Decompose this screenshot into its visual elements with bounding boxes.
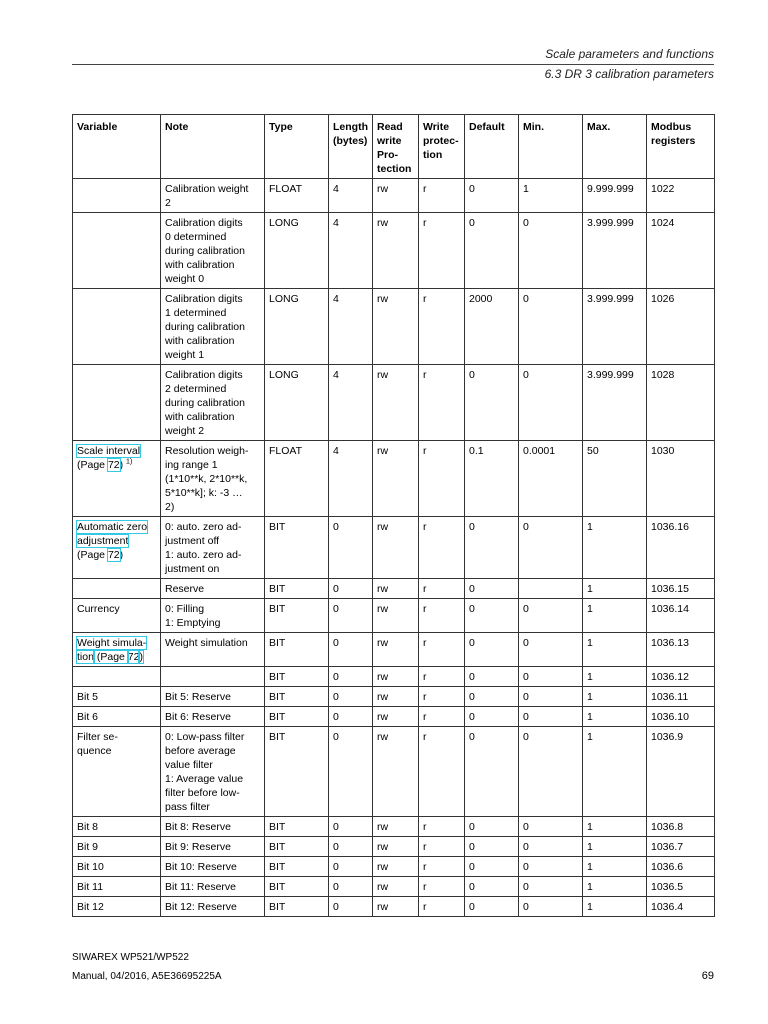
automatic-zero-link[interactable]: Automatic zero [77, 521, 148, 533]
cell-min: 0 [519, 633, 583, 667]
cell-read-write: rw [373, 365, 419, 441]
cell-modbus: 1036.6 [647, 857, 715, 877]
cell-write-protection: r [419, 213, 465, 289]
cell-modbus: 1036.10 [647, 707, 715, 727]
cell-max: 1 [583, 707, 647, 727]
cell-type: BIT [265, 667, 329, 687]
table-row [73, 599, 715, 633]
cell-modbus: 1036.7 [647, 837, 715, 857]
cell-variable [73, 633, 161, 667]
cell-length: 4 [329, 213, 373, 289]
table-row [73, 857, 715, 877]
cell-min [519, 579, 583, 599]
cell-length: 0 [329, 707, 373, 727]
cell-max: 1 [583, 877, 647, 897]
cell-min: 0 [519, 857, 583, 877]
cell-min: 0 [519, 707, 583, 727]
cell-min: 0 [519, 517, 583, 579]
col-header-variable: Variable [73, 115, 161, 179]
cell-min: 0 [519, 897, 583, 917]
footer-manual: Manual, 04/2016, A5E36695225A [72, 971, 222, 982]
table-row [73, 289, 715, 365]
cell-length: 4 [329, 289, 373, 365]
cell-length: 4 [329, 365, 373, 441]
table-row [73, 817, 715, 837]
cell-max: 1 [583, 667, 647, 687]
cell-max: 50 [583, 441, 647, 517]
cell-type: BIT [265, 857, 329, 877]
table-row [73, 441, 715, 517]
cell-note: 0: Filling 1: Emptying [161, 599, 265, 633]
cell-max: 1 [583, 517, 647, 579]
cell-modbus: 1036.8 [647, 817, 715, 837]
cell-min: 0 [519, 727, 583, 817]
cell-read-write: rw [373, 897, 419, 917]
table-row [73, 837, 715, 857]
cell-length: 0 [329, 599, 373, 633]
cell-modbus: 1036.13 [647, 633, 715, 667]
cell-type: BIT [265, 599, 329, 633]
table-row [73, 707, 715, 727]
cell-write-protection: r [419, 877, 465, 897]
cell-variable: Bit 11 [73, 877, 161, 897]
cell-default: 0 [465, 687, 519, 707]
col-header-max: Max. [583, 115, 647, 179]
cell-read-write: rw [373, 877, 419, 897]
cell-read-write: rw [373, 817, 419, 837]
cell-default: 0 [465, 727, 519, 817]
cell-read-write: rw [373, 179, 419, 213]
cell-note: Bit 12: Reserve [161, 897, 265, 917]
cell-variable: Bit 12 [73, 897, 161, 917]
cell-write-protection: r [419, 365, 465, 441]
cell-max: 3.999.999 [583, 289, 647, 365]
cell-variable: Bit 5 [73, 687, 161, 707]
cell-type: LONG [265, 365, 329, 441]
cell-read-write: rw [373, 517, 419, 579]
cell-read-write: rw [373, 599, 419, 633]
cell-write-protection: r [419, 727, 465, 817]
cell-note: Calibration digits 2 determined during calibration with calibration weight 2 [161, 365, 265, 441]
cell-default: 0 [465, 213, 519, 289]
cell-variable [73, 441, 161, 517]
cell-min: 0 [519, 667, 583, 687]
cell-length: 0 [329, 517, 373, 579]
cell-modbus: 1036.4 [647, 897, 715, 917]
cell-variable [73, 667, 161, 687]
cell-default: 0 [465, 365, 519, 441]
cell-type: LONG [265, 289, 329, 365]
col-header-write-protection: Write protec- tion [419, 115, 465, 179]
page-72-link[interactable]: (Page [93, 651, 128, 663]
cell-write-protection: r [419, 517, 465, 579]
cell-min: 0.0001 [519, 441, 583, 517]
table-row [73, 667, 715, 687]
cell-read-write: rw [373, 213, 419, 289]
cell-length: 0 [329, 727, 373, 817]
cell-note: Bit 9: Reserve [161, 837, 265, 857]
page-72-link-close[interactable]: ) [139, 651, 143, 663]
table-row [73, 213, 715, 289]
cell-max: 1 [583, 837, 647, 857]
cell-default: 0 [465, 599, 519, 633]
chapter-title: Scale parameters and functions [545, 47, 714, 61]
cell-default: 0 [465, 817, 519, 837]
table-row [73, 517, 715, 579]
table-row [73, 727, 715, 817]
cell-read-write: rw [373, 579, 419, 599]
cell-type: LONG [265, 213, 329, 289]
cell-write-protection: r [419, 441, 465, 517]
cell-min: 1 [519, 179, 583, 213]
table-header-row [73, 115, 715, 179]
table-row [73, 687, 715, 707]
cell-variable [73, 289, 161, 365]
cell-write-protection: r [419, 179, 465, 213]
cell-note: Reserve [161, 579, 265, 599]
cell-max: 3.999.999 [583, 365, 647, 441]
cell-default: 0 [465, 517, 519, 579]
cell-variable: Bit 8 [73, 817, 161, 837]
cell-length: 0 [329, 817, 373, 837]
cell-max: 1 [583, 579, 647, 599]
col-header-note: Note [161, 115, 265, 179]
cell-min: 0 [519, 599, 583, 633]
col-header-type: Type [265, 115, 329, 179]
cell-variable [73, 517, 161, 579]
cell-read-write: rw [373, 837, 419, 857]
scale-interval-link[interactable]: Scale interval [77, 445, 141, 457]
weight-simulation-link-cont[interactable]: tion [77, 651, 94, 663]
section-title: 6.3 DR 3 calibration parameters [544, 67, 714, 81]
cell-default: 0 [465, 667, 519, 687]
cell-read-write: rw [373, 441, 419, 517]
table-body [73, 179, 715, 917]
table-row [73, 897, 715, 917]
page-72-link[interactable]: 72 [107, 549, 120, 561]
page-ref-prefix: (Page [77, 549, 108, 561]
col-header-default: Default [465, 115, 519, 179]
cell-length: 0 [329, 857, 373, 877]
cell-modbus: 1036.9 [647, 727, 715, 817]
cell-type: BIT [265, 707, 329, 727]
cell-default: 0 [465, 897, 519, 917]
col-header-modbus: Modbus registers [647, 115, 715, 179]
page-72-link[interactable]: 72 [107, 459, 120, 471]
weight-simulation-link[interactable]: Weight simula- [77, 637, 147, 649]
cell-modbus: 1030 [647, 441, 715, 517]
cell-type: FLOAT [265, 441, 329, 517]
page-72-link-num[interactable]: 72 [127, 651, 140, 663]
cell-variable [73, 579, 161, 599]
cell-length: 4 [329, 179, 373, 213]
cell-modbus: 1036.5 [647, 877, 715, 897]
table-row [73, 365, 715, 441]
cell-note: 0: auto. zero ad- justment off 1: auto. zero ad- justment on [161, 517, 265, 579]
cell-type: FLOAT [265, 179, 329, 213]
cell-note: Bit 8: Reserve [161, 817, 265, 837]
cell-default: 0 [465, 579, 519, 599]
cell-max: 1 [583, 633, 647, 667]
cell-default: 0 [465, 837, 519, 857]
cell-write-protection: r [419, 687, 465, 707]
cell-write-protection: r [419, 579, 465, 599]
cell-max: 1 [583, 817, 647, 837]
cell-note: Bit 5: Reserve [161, 687, 265, 707]
page-ref-suffix: ) [119, 459, 124, 471]
cell-note [161, 667, 265, 687]
cell-read-write: rw [373, 633, 419, 667]
cell-modbus: 1036.15 [647, 579, 715, 599]
cell-length: 0 [329, 877, 373, 897]
cell-min: 0 [519, 213, 583, 289]
cell-default: 0 [465, 633, 519, 667]
cell-modbus: 1036.16 [647, 517, 715, 579]
cell-modbus: 1036.11 [647, 687, 715, 707]
cell-min: 0 [519, 877, 583, 897]
cell-default: 0 [465, 707, 519, 727]
cell-write-protection: r [419, 837, 465, 857]
cell-write-protection: r [419, 707, 465, 727]
header-rule [72, 64, 714, 65]
cell-note: Calibration weight 2 [161, 179, 265, 213]
cell-read-write: rw [373, 857, 419, 877]
footnote-ref: 1) [126, 458, 133, 466]
cell-variable [73, 213, 161, 289]
cell-write-protection: r [419, 897, 465, 917]
cell-type: BIT [265, 633, 329, 667]
cell-max: 1 [583, 857, 647, 877]
cell-default: 2000 [465, 289, 519, 365]
page-number: 69 [701, 970, 714, 982]
table-row [73, 633, 715, 667]
cell-variable [73, 179, 161, 213]
cell-note: Bit 10: Reserve [161, 857, 265, 877]
cell-variable [73, 365, 161, 441]
cell-write-protection: r [419, 289, 465, 365]
cell-min: 0 [519, 365, 583, 441]
calibration-parameters-table [72, 114, 715, 917]
cell-type: BIT [265, 817, 329, 837]
cell-type: BIT [265, 837, 329, 857]
cell-write-protection: r [419, 817, 465, 837]
cell-length: 0 [329, 633, 373, 667]
cell-default: 0 [465, 877, 519, 897]
cell-max: 1 [583, 687, 647, 707]
cell-max: 1 [583, 897, 647, 917]
cell-length: 0 [329, 687, 373, 707]
table-row [73, 579, 715, 599]
cell-type: BIT [265, 687, 329, 707]
cell-note: Calibration digits 1 determined during calibration with calibration weight 1 [161, 289, 265, 365]
cell-read-write: rw [373, 667, 419, 687]
cell-default: 0 [465, 179, 519, 213]
footer-product: SIWAREX WP521/WP522 [72, 952, 189, 963]
cell-type: BIT [265, 877, 329, 897]
cell-default: 0 [465, 857, 519, 877]
cell-length: 0 [329, 667, 373, 687]
table-row [73, 877, 715, 897]
cell-type: BIT [265, 897, 329, 917]
cell-note: Bit 6: Reserve [161, 707, 265, 727]
cell-modbus: 1024 [647, 213, 715, 289]
cell-modbus: 1022 [647, 179, 715, 213]
cell-read-write: rw [373, 687, 419, 707]
cell-modbus: 1026 [647, 289, 715, 365]
cell-min: 0 [519, 687, 583, 707]
col-header-read-write: Read write Pro- tection [373, 115, 419, 179]
cell-min: 0 [519, 289, 583, 365]
page-ref-suffix: ) [119, 549, 124, 561]
cell-variable: Bit 6 [73, 707, 161, 727]
cell-note: Resolution weigh- ing range 1 (1*10**k, 2*10**k, 5*10**k]; k: -3 … 2) [161, 441, 265, 517]
cell-length: 0 [329, 837, 373, 857]
cell-variable: Filter se- quence [73, 727, 161, 817]
cell-read-write: rw [373, 289, 419, 365]
cell-read-write: rw [373, 727, 419, 817]
adjustment-link[interactable]: adjustment [77, 535, 129, 547]
cell-note: Calibration digits 0 determined during calibration with calibration weight 0 [161, 213, 265, 289]
cell-length: 4 [329, 441, 373, 517]
cell-max: 1 [583, 599, 647, 633]
cell-type: BIT [265, 579, 329, 599]
cell-max: 9.999.999 [583, 179, 647, 213]
col-header-min: Min. [519, 115, 583, 179]
cell-type: BIT [265, 517, 329, 579]
cell-write-protection: r [419, 667, 465, 687]
page-ref-prefix: (Page [77, 459, 108, 471]
cell-note: Bit 11: Reserve [161, 877, 265, 897]
cell-modbus: 1036.12 [647, 667, 715, 687]
cell-max: 3.999.999 [583, 213, 647, 289]
cell-modbus: 1028 [647, 365, 715, 441]
table-row [73, 179, 715, 213]
cell-length: 0 [329, 579, 373, 599]
cell-write-protection: r [419, 633, 465, 667]
cell-variable: Bit 9 [73, 837, 161, 857]
cell-write-protection: r [419, 857, 465, 877]
cell-max: 1 [583, 727, 647, 817]
cell-note: Weight simulation [161, 633, 265, 667]
col-header-length: Length (bytes) [329, 115, 373, 179]
cell-min: 0 [519, 837, 583, 857]
cell-default: 0.1 [465, 441, 519, 517]
cell-write-protection: r [419, 599, 465, 633]
cell-min: 0 [519, 817, 583, 837]
cell-variable: Bit 10 [73, 857, 161, 877]
cell-read-write: rw [373, 707, 419, 727]
cell-type: BIT [265, 727, 329, 817]
cell-note: 0: Low-pass filter before average value filter 1: Average value filter before low- pass filter [161, 727, 265, 817]
cell-modbus: 1036.14 [647, 599, 715, 633]
cell-length: 0 [329, 897, 373, 917]
cell-variable: Currency [73, 599, 161, 633]
